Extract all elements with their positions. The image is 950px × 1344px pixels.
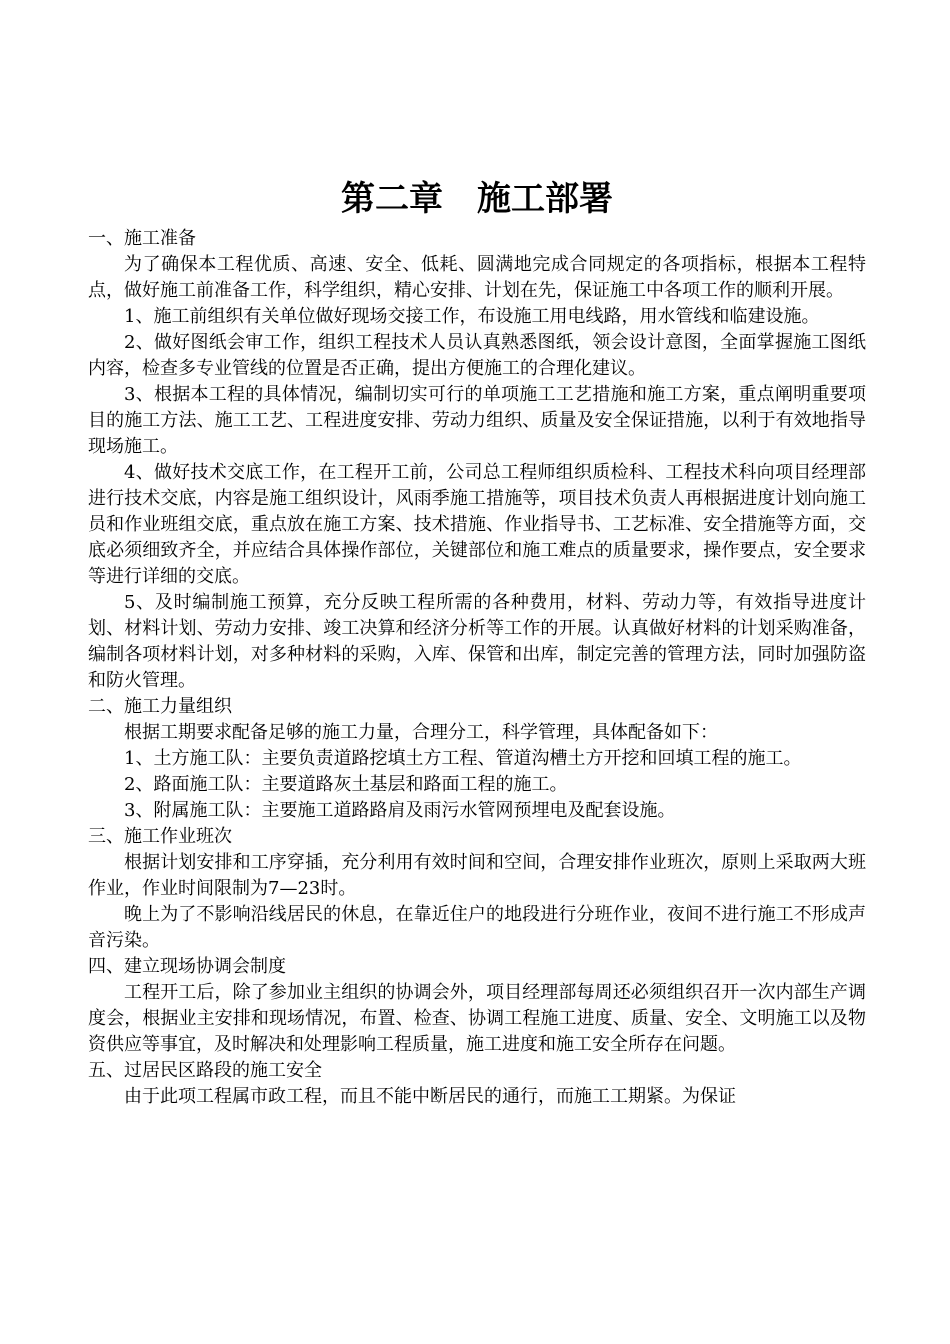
paragraph: 由于此项工程属市政工程，而且不能中断居民的通行，而施工工期紧。为保证 [124, 1086, 736, 1107]
section-heading: 二、施工力量组织 [88, 696, 232, 717]
paragraph: 2、路面施工队：主要道路灰土基层和路面工程的施工。 [124, 774, 568, 795]
paragraph: 3、附属施工队：主要施工道路路肩及雨污水管网预埋电及配套设施。 [124, 800, 676, 821]
paragraph: 5、及时编制施工预算，充分反映工程所需的各种费用，材料、劳动力等，有效指导进度计划、材料计划、劳动力安排、竣工决算和经济分析等工作的开展。认真做好材料的计划采购准备，编制各项材料计划，对多种材料的采购，入库、保管和出库，制定完善的管理方法，同时加强防盗和防火管理。 [88, 592, 866, 691]
paragraph: 2、做好图纸会审工作，组织工程技术人员认真熟悉图纸，领会设计意图，全面掌握施工图纸内容，检查多专业管线的位置是否正确，提出方便施工的合理化建议。 [88, 332, 866, 379]
section-coordination-meetings [88, 954, 866, 1058]
paragraph: 晚上为了不影响沿线居民的休息，在靠近住户的地段进行分班作业，夜间不进行施工不形成声音污染。 [88, 904, 866, 951]
paragraph: 工程开工后，除了参加业主组织的协调会外，项目经理部每周还必须组织召开一次内部生产调度会，根据业主安排和现场情况，布置、检查、协调工程施工进度、质量、安全、文明施工以及物资供应等事宜，及时解决和处理影响工程质量，施工进度和施工安全所存在问题。 [88, 982, 866, 1055]
section-preparation [88, 226, 866, 694]
paragraph: 根据计划安排和工序穿插，充分利用有效时间和空间，合理安排作业班次，原则上采取两大班作业，作业时间限制为7—23时。 [88, 852, 866, 899]
section-heading: 一、施工准备 [88, 228, 196, 249]
paragraph: 1、施工前组织有关单位做好现场交接工作，布设施工用电线路，用水管线和临建设施。 [124, 306, 820, 327]
section-heading: 三、施工作业班次 [88, 826, 232, 847]
paragraph: 为了确保本工程优质、高速、安全、低耗、圆满地完成合同规定的各项指标，根据本工程特点，做好施工前准备工作，科学组织，精心安排、计划在先，保证施工中各项工作的顺利开展。 [88, 254, 866, 301]
section-residential-safety [88, 1058, 866, 1110]
paragraph: 1、土方施工队：主要负责道路挖填土方工程、管道沟槽土方开挖和回填工程的施工。 [124, 748, 802, 769]
paragraph: 3、根据本工程的具体情况，编制切实可行的单项施工工艺措施和施工方案，重点阐明重要项目的施工方法、施工工艺、工程进度安排、劳动力组织、质量及安全保证措施，以利于有效地指导现场施工。 [88, 384, 866, 457]
section-heading: 四、建立现场协调会制度 [88, 956, 286, 977]
section-heading: 五、过居民区路段的施工安全 [88, 1060, 322, 1081]
section-workforce [88, 694, 866, 824]
chapter-title: 第二章 施工部署 [341, 179, 613, 219]
paragraph: 4、做好技术交底工作，在工程开工前，公司总工程师组织质检科、工程技术科向项目经理部进行技术交底，内容是施工组织设计，风雨季施工措施等，项目技术负责人再根据进度计划向施工员和作业班组交底，重点放在施工方案、技术措施、作业指导书、工艺标准、安全措施等方面，交底必须细致齐全，并应结合具体操作部位，关键部位和施工难点的质量要求，操作要点，安全要求等进行详细的交底。 [88, 462, 866, 587]
document-page [88, 172, 866, 1110]
paragraph: 根据工期要求配备足够的施工力量，合理分工，科学管理，具体配备如下： [124, 722, 718, 743]
section-work-shifts [88, 824, 866, 954]
